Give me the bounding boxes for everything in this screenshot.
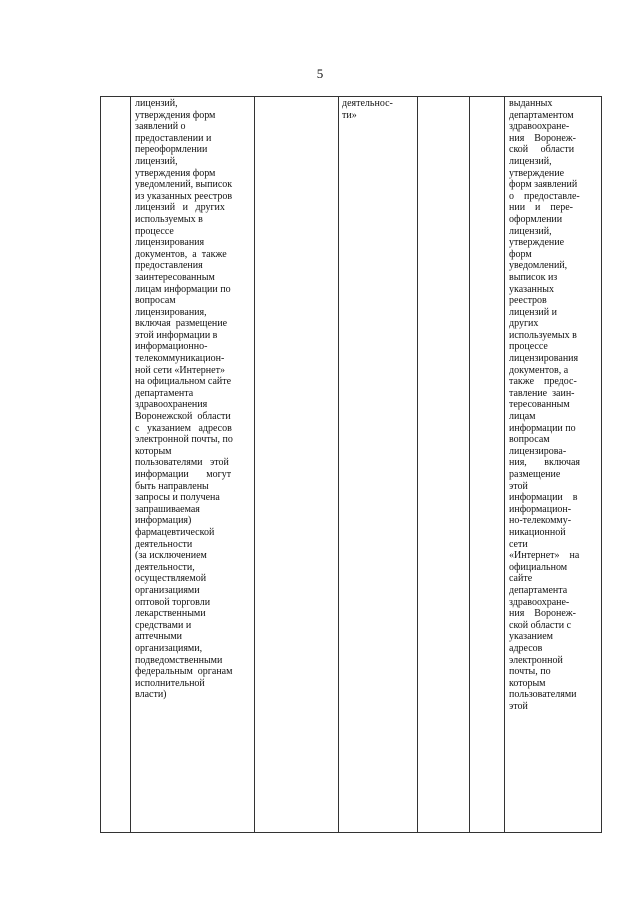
text-line: реестров	[509, 295, 547, 307]
text-line: информации в	[509, 492, 578, 504]
text-line: лицам информации по	[135, 283, 231, 295]
text-line: размещение	[509, 469, 561, 480]
text-line: лицензий и	[509, 306, 557, 318]
text-line: лекарственными	[135, 608, 206, 620]
text-line: оптовой торговли	[135, 596, 211, 608]
text-line: лицензирования	[509, 353, 579, 365]
text-line: используемых в	[509, 329, 577, 341]
col-divider-3	[254, 96, 255, 833]
text-line: этой	[509, 480, 528, 492]
text-line: здравоохранения	[135, 399, 208, 411]
text-line: организациями,	[135, 642, 203, 654]
text-line: ской области с	[509, 619, 572, 631]
text-line: которым	[135, 445, 172, 457]
text-line: процессе	[509, 341, 548, 353]
text-line: федеральным органам	[135, 666, 233, 678]
text-line: утверждение	[509, 237, 565, 249]
text-line: заявлений о	[135, 121, 186, 133]
text-line: электронной	[509, 654, 563, 666]
text-line: оформлении	[509, 213, 563, 225]
col-divider-1	[100, 96, 101, 833]
text-line: никационной	[509, 526, 566, 538]
text-line: лицензирования,	[135, 306, 207, 318]
text-line: предоставлении и	[135, 132, 212, 144]
text-line: организациями	[135, 584, 200, 596]
text-line: вопросам	[135, 295, 176, 307]
text-line: информация)	[135, 515, 192, 527]
text-line: процессе	[135, 225, 174, 237]
text-line: на официальном сайте	[135, 376, 232, 388]
col-divider-8	[601, 96, 602, 833]
text-line: но-телекомму-	[509, 515, 572, 527]
text-line: выданных	[509, 98, 553, 109]
text-line: используемых в	[135, 213, 203, 225]
text-line: сайте	[509, 573, 533, 585]
text-line: утверждение	[509, 167, 565, 179]
text-line: лицензий,	[509, 225, 552, 237]
text-line: информации могут	[135, 469, 232, 480]
cell-activity-description	[135, 98, 251, 701]
text-line: из указанных реестров	[135, 190, 233, 202]
text-line: деятельности	[135, 538, 193, 550]
text-line: документов, а также	[135, 248, 227, 260]
text-line: власти)	[135, 689, 167, 701]
col-divider-5	[417, 96, 418, 833]
text-line: других	[509, 318, 539, 330]
text-line: лицензий,	[135, 98, 178, 109]
text-line: Воронежской области	[135, 411, 231, 423]
page-number: 5	[316, 66, 324, 81]
text-line: лицензирова-	[509, 445, 567, 457]
text-line: средствами и	[135, 619, 192, 631]
text-line: также предос-	[509, 376, 577, 388]
text-line: включая размещение	[135, 318, 228, 330]
text-line: почты, по	[509, 666, 551, 678]
text-line: ния, включая	[509, 457, 581, 469]
text-line: исполнительной	[135, 677, 205, 689]
text-line: телекоммуникацион-	[135, 353, 225, 365]
text-line: департаментом	[509, 109, 574, 121]
text-line: пользователями этой	[135, 457, 229, 469]
text-line: запрашиваемая	[135, 503, 200, 515]
text-line: информационно-	[135, 341, 208, 353]
text-line: указанием	[509, 631, 554, 643]
text-line: лицензий и других	[135, 202, 225, 214]
col-divider-7	[504, 96, 505, 833]
text-line: департамента	[135, 387, 194, 399]
text-line: запросы и получена	[135, 492, 220, 504]
text-line: о предоставле-	[509, 190, 580, 202]
text-line: ской области	[509, 144, 575, 156]
text-line: этой	[509, 700, 528, 712]
text-line: предоставления	[135, 260, 203, 272]
table-bottom-border	[100, 832, 602, 833]
text-line: вопросам	[509, 434, 550, 446]
text-line: ния Воронеж-	[509, 608, 577, 620]
text-line: форм заявлений	[509, 179, 578, 191]
text-line: информации по	[509, 422, 576, 434]
text-line: подведомственными	[135, 654, 223, 666]
text-line: «Интернет» на	[509, 550, 580, 562]
text-line: ной сети «Интернет»	[135, 364, 225, 376]
text-line: здравоохране-	[509, 121, 570, 133]
col-divider-2	[130, 96, 131, 833]
text-line: утверждения форм	[135, 109, 216, 121]
col-divider-4	[338, 96, 339, 833]
text-line: фармацевтической	[135, 526, 215, 538]
text-line: уведомлений,	[509, 260, 568, 272]
text-line: информацион-	[509, 503, 572, 515]
text-line: тересованным	[509, 399, 570, 411]
text-line: нии и пере-	[509, 202, 573, 214]
cell-service-description	[509, 98, 597, 712]
text-line: сети	[509, 538, 528, 550]
text-line: быть направлены	[135, 480, 209, 492]
text-line: осуществляемой	[135, 573, 207, 585]
text-line: лицензий,	[509, 155, 552, 167]
text-line: переоформлении	[135, 144, 208, 156]
text-line: указанных	[509, 283, 554, 295]
text-line: ти»	[342, 109, 357, 121]
table-top-border	[100, 96, 602, 97]
text-line: заинтересованным	[135, 271, 215, 283]
text-line: деятельнос-	[342, 98, 393, 109]
text-line: тавление заин-	[509, 387, 575, 399]
text-line: электронной почты, по	[135, 434, 233, 446]
text-line: выписок из	[509, 271, 558, 283]
text-line: деятельности,	[135, 561, 195, 573]
text-line: с указанием адресов	[135, 422, 232, 434]
text-line: (за исключением	[135, 550, 207, 562]
text-line: лицензирования	[135, 237, 205, 249]
text-line: этой информации в	[135, 329, 218, 341]
text-line: здравоохране-	[509, 596, 570, 608]
text-line: официальном	[509, 561, 568, 573]
text-line: аптечными	[135, 631, 182, 643]
cell-activity-type	[342, 98, 414, 121]
text-line: лицензий,	[135, 155, 178, 167]
text-line: документов, а	[509, 364, 569, 376]
text-line: пользователями	[509, 689, 577, 701]
text-line: которым	[509, 677, 546, 689]
text-line: лицам	[509, 411, 536, 423]
text-line: ния Воронеж-	[509, 132, 577, 144]
text-line: форм	[509, 248, 532, 260]
text-line: адресов	[509, 642, 543, 654]
text-line: уведомлений, выписок	[135, 179, 233, 191]
col-divider-6	[469, 96, 470, 833]
text-line: департамента	[509, 584, 568, 596]
text-line: утверждения форм	[135, 167, 216, 179]
